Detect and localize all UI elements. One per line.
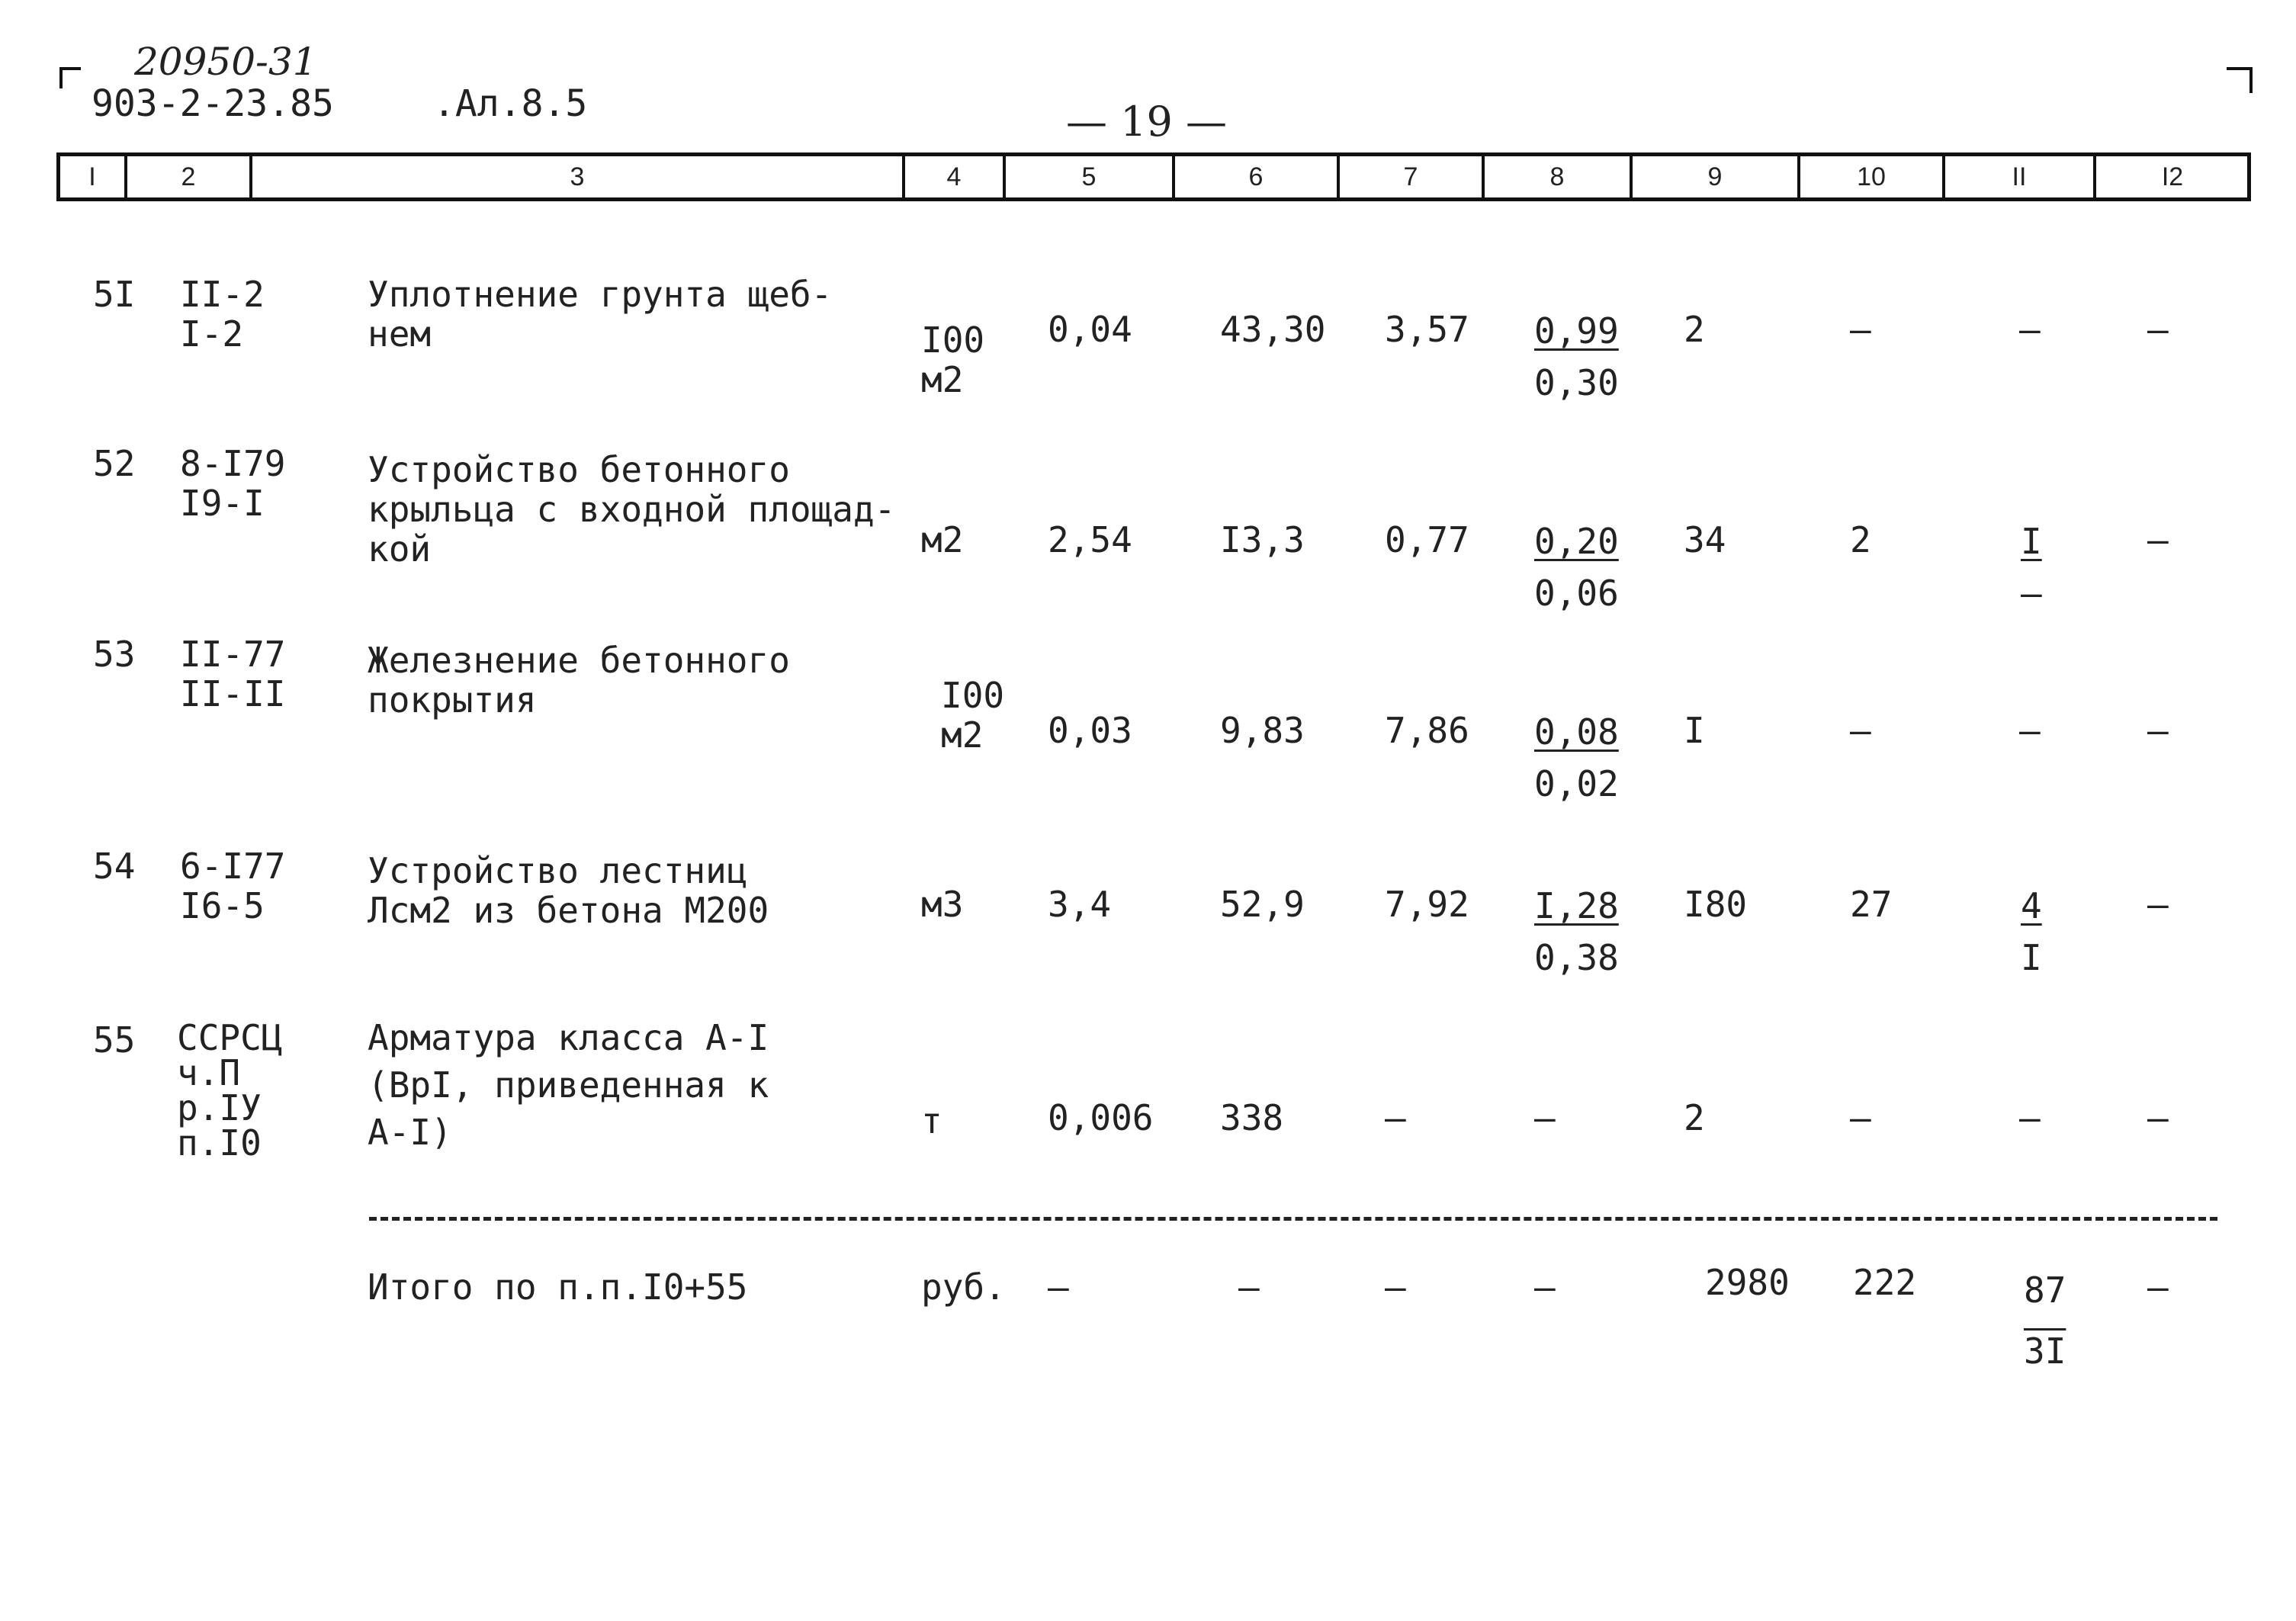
col-10: – [1850,710,1871,751]
norm-code [177,1017,283,1164]
column-header-10: 10 [1800,156,1945,197]
norm-code-line: ССРСЦ [177,1017,283,1058]
work-name [368,1014,769,1156]
quantity: 3,4 [1048,884,1112,925]
work-name-line: крыльца с входной площад- [368,489,896,530]
col-11-bottom: – [2021,573,2042,614]
col-8 [1534,880,1619,984]
unit [921,320,984,400]
norm-code-line: 6-I77 [180,846,286,887]
col-12: – [2147,519,2169,560]
row-number: 55 [93,1019,136,1061]
norm-code [180,274,265,354]
project-code: 903-2-23.85 [92,82,334,125]
work-name-line: Устройство лестниц [368,850,748,891]
quantity: 2,54 [1048,519,1132,560]
col-9: I80 [1684,884,1748,925]
row-number: 54 [93,846,136,887]
work-name-line: нем [368,313,432,355]
col-7: 0,77 [1385,519,1469,560]
norm-code-line: II-77 [180,634,286,675]
col-8-top: 0,20 [1534,521,1619,562]
col-9: 34 [1684,519,1726,560]
col-11: – [2019,309,2041,350]
col-8-bottom: 0,38 [1534,937,1619,978]
unit-price: 43,30 [1220,309,1326,350]
column-header-5: 5 [1006,156,1175,197]
norm-code-line: II-2 [180,274,265,315]
norm-code-line: п.I0 [177,1122,262,1164]
norm-code [180,846,285,926]
unit: м2 [921,519,964,560]
work-name [368,640,790,720]
work-name [368,274,832,354]
work-name [368,851,769,930]
col-8-bottom: 0,06 [1534,573,1619,614]
row-number: 5I [93,274,136,315]
total-col-11-top: 87 [2024,1270,2066,1311]
total-unit: руб. [921,1266,1006,1308]
total-col-8: – [1534,1266,1556,1308]
col-12: – [2147,884,2169,925]
total-col-6: – [1238,1266,1260,1308]
handwritten-code: 20950-31 [134,40,317,84]
work-name-line: Железнение бетонного [368,640,790,681]
unit-price: I3,3 [1220,519,1305,560]
total-col-12: – [2147,1266,2169,1308]
col-9: 2 [1684,1097,1705,1138]
total-col-11 [2024,1260,2066,1382]
col-12: – [2147,309,2169,350]
col-11: – [2019,1097,2041,1138]
col-7: 7,86 [1385,710,1469,751]
work-name-line: (ВрI, приведенная к [368,1064,769,1106]
column-header-11: II [1945,156,2096,197]
total-separator-line [369,1217,2217,1221]
total-col-5: – [1048,1266,1069,1308]
col-10: 2 [1850,519,1871,560]
norm-code [180,634,285,714]
col-8-top: 0,99 [1534,310,1619,351]
total-col-10: 222 [1853,1262,1917,1303]
col-11-top: I [2021,521,2042,562]
unit-price: 338 [1220,1097,1284,1138]
column-header-4: 4 [905,156,1006,197]
col-8-bottom: 0,02 [1534,763,1619,804]
norm-code-line: ч.П [177,1052,241,1093]
work-name-line: Лсм2 из бетона М200 [368,890,769,931]
column-header-3: 3 [252,156,905,197]
col-8 [1534,706,1619,810]
unit-line: I00 [921,319,985,361]
unit-line: м2 [941,714,984,756]
col-9: I [1684,710,1705,751]
col-11 [2021,515,2042,619]
col-11-top: 4 [2021,885,2042,926]
total-col-11-bottom: 3I [2024,1331,2066,1372]
corner-mark-top-left [59,67,81,88]
col-8-top: 0,08 [1534,711,1619,753]
col-10: – [1850,1097,1871,1138]
column-header-2: 2 [127,156,252,197]
column-header-9: 9 [1633,156,1800,197]
norm-code-line: р.IУ [177,1087,262,1128]
col-8 [1534,305,1619,409]
column-header-8: 8 [1485,156,1633,197]
column-header-row [56,152,2251,201]
unit-price: 9,83 [1220,710,1305,751]
column-header-12: I2 [2161,162,2184,191]
quantity: 0,03 [1048,710,1132,751]
norm-code-line: II-II [180,673,286,714]
work-name-line: А-I) [368,1112,452,1153]
norm-code [180,444,285,523]
work-name-line: Арматура класса А-I [368,1017,769,1058]
norm-code-line: 8-I79 [180,443,286,484]
work-name-line: Устройство бетонного [368,449,790,490]
unit-line: I00 [941,675,1005,716]
col-8-top: I,28 [1534,885,1619,926]
column-header-7: 7 [1340,156,1485,197]
work-name-line: покрытия [368,679,537,721]
col-7: 3,57 [1385,309,1469,350]
col-8-bottom: 0,30 [1534,362,1619,403]
work-name-line: кой [368,528,432,570]
total-col-7: – [1385,1266,1406,1308]
col-10: – [1850,309,1871,350]
col-11-bottom: I [2021,937,2042,978]
album-reference: .Ал.8.5 [433,82,588,125]
col-7: – [1385,1097,1406,1138]
work-name [368,450,895,569]
col-8 [1534,515,1619,619]
col-12: – [2147,710,2169,751]
page-number: — 19 — [1066,98,1228,146]
total-col-9: 2980 [1705,1262,1790,1303]
col-10: 27 [1850,884,1893,925]
norm-code-line: I6-5 [180,885,265,926]
col-12: – [2147,1097,2169,1138]
unit: т [921,1100,942,1141]
col-9: 2 [1684,309,1705,350]
unit: м3 [921,884,964,925]
unit-price: 52,9 [1220,884,1305,925]
unit [941,676,1004,755]
corner-mark-top-right [2227,67,2253,93]
row-number: 53 [93,634,136,675]
work-name-line: Уплотнение грунта щеб- [368,274,833,315]
norm-code-line: I9-I [180,483,265,524]
unit-line: м2 [921,359,964,400]
quantity: 0,04 [1048,309,1132,350]
col-11: – [2019,710,2041,751]
norm-code-line: I-2 [180,313,244,355]
column-header-1: I [60,156,127,197]
col-11 [2021,880,2042,984]
column-header-6: 6 [1175,156,1340,197]
row-number: 52 [93,443,136,484]
col-8: – [1534,1097,1556,1138]
col-7: 7,92 [1385,884,1469,925]
quantity: 0,006 [1048,1097,1154,1138]
total-label: Итого по п.п.I0+55 [368,1266,748,1308]
